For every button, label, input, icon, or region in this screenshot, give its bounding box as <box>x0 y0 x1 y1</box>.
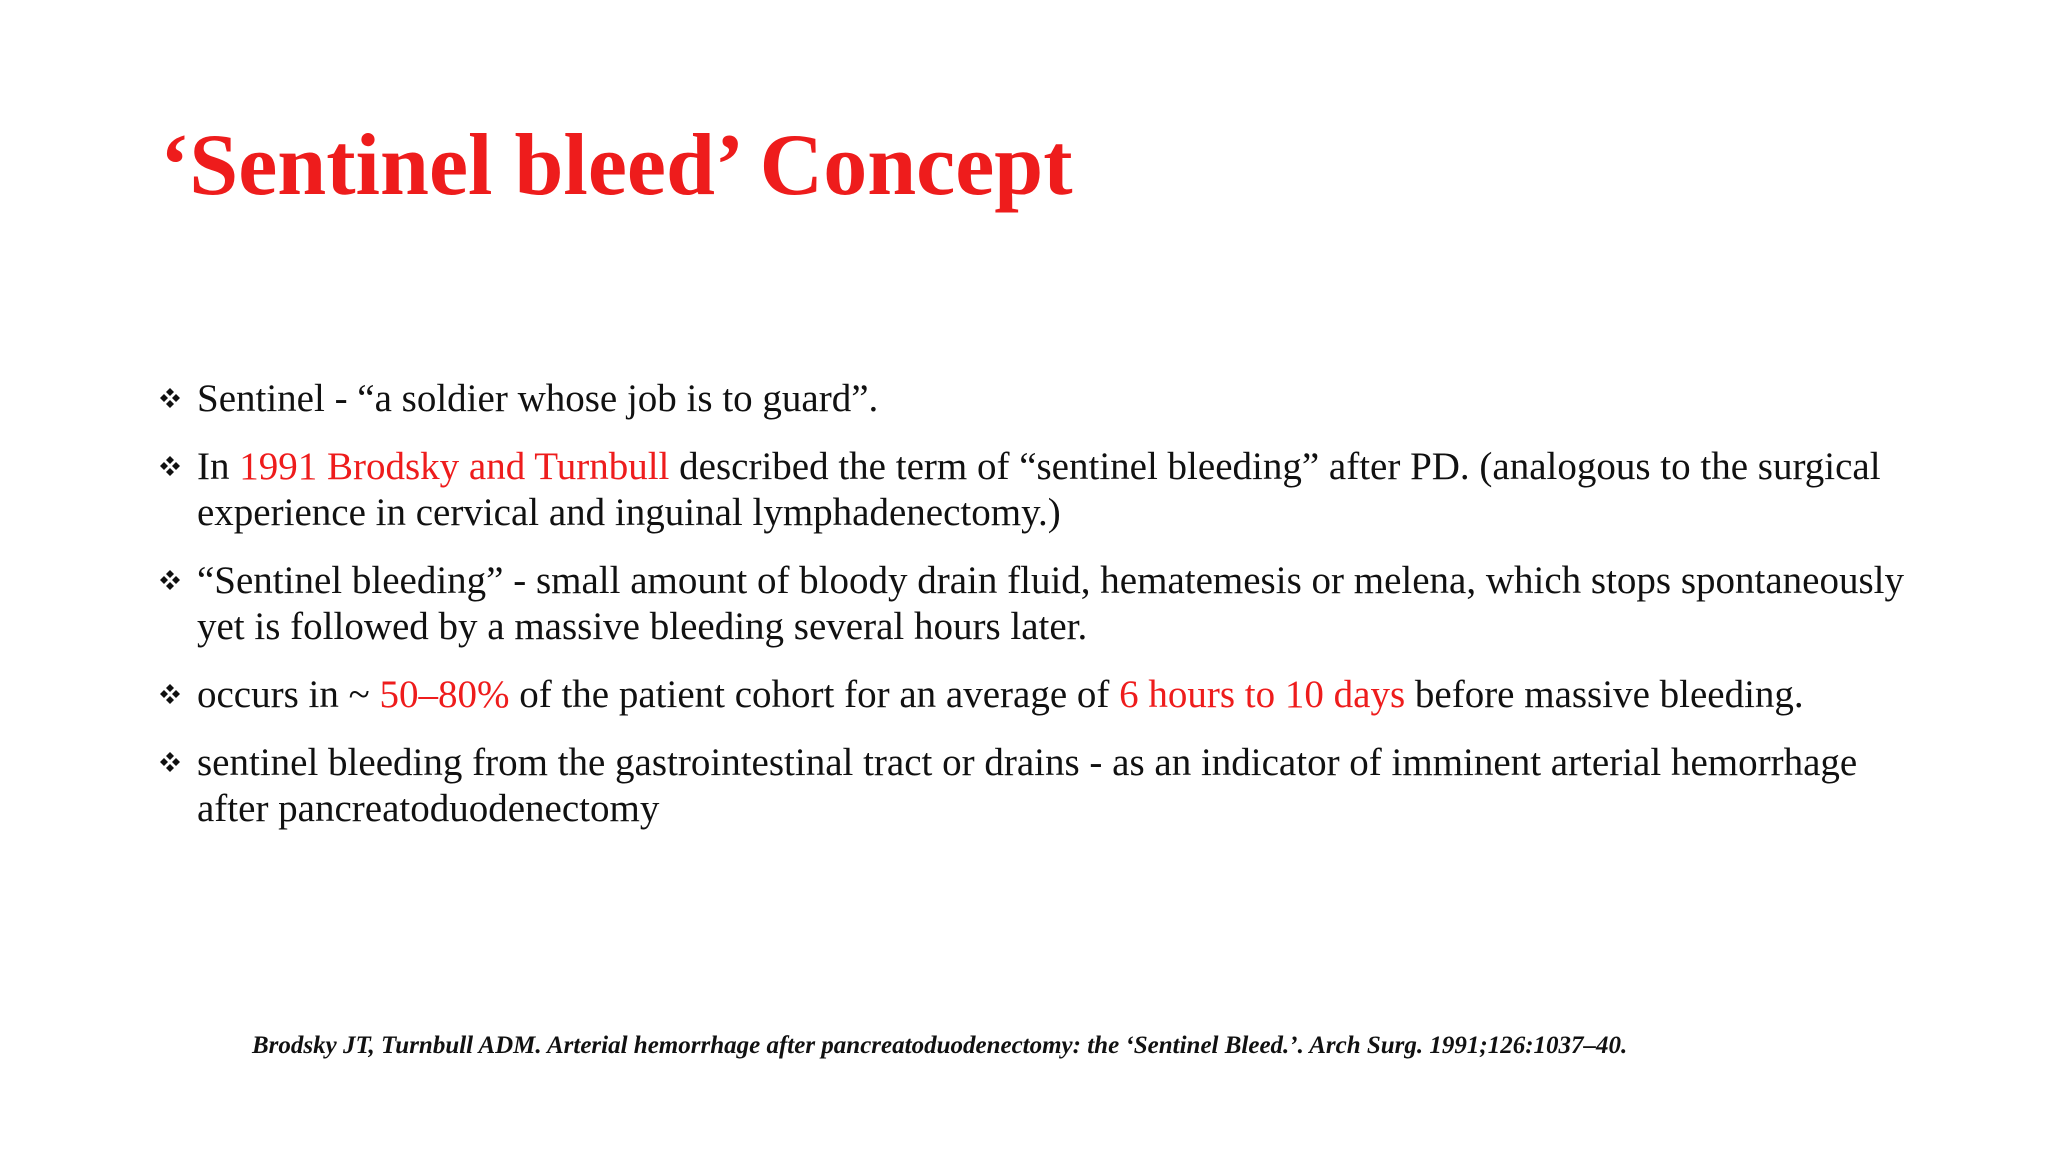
highlight-percentage: 50–80% <box>379 673 510 716</box>
bullet-text: In <box>197 445 240 488</box>
highlight-authors-year: 1991 Brodsky and Turnbull <box>239 445 670 488</box>
four-diamond-bullet-icon <box>160 456 194 480</box>
bullet-text: “Sentinel bleeding” - small amount of bloody drain fluid, hematemesis or melena, which stops spontaneously yet is followed by a massive bleeding several hours later. <box>197 559 1904 648</box>
highlight-time-range: 6 hours to 10 days <box>1119 673 1406 716</box>
four-diamond-bullet-icon <box>160 570 194 594</box>
bullet-text: of the patient cohort for an average of <box>509 673 1120 716</box>
bullet-text: described the term of “sentinel bleeding” after PD. (analogous to the surgical experience in cervical and inguinal lymphadenectomy.) <box>197 445 1881 534</box>
bullet-text: sentinel bleeding from the gastrointestinal tract or drains - as an indicator of imminent arterial hemorrhage after pancreatoduodenectomy <box>197 741 1858 830</box>
bullet-item-4 <box>160 672 1920 718</box>
bullet-text: occurs in ~ <box>197 673 380 716</box>
four-diamond-bullet-icon <box>160 752 194 776</box>
bullet-item-2 <box>160 444 1920 536</box>
bullet-text: before massive bleeding. <box>1405 673 1804 716</box>
bullet-item-5 <box>160 740 1920 832</box>
four-diamond-bullet-icon <box>160 684 194 708</box>
bullet-list <box>160 376 1920 854</box>
reference-citation: Brodsky JT, Turnbull ADM. Arterial hemorrhage after pancreatoduodenectomy: the ‘Sentinel Bleed.’. Arch Surg. 1991;126:1037–40. <box>252 1032 1628 1059</box>
slide-title: ‘Sentinel bleed’ Concept <box>160 117 1073 214</box>
four-diamond-bullet-icon <box>160 388 194 412</box>
bullet-item-3 <box>160 558 1920 650</box>
bullet-text: Sentinel - “a soldier whose job is to guard”. <box>197 377 879 420</box>
bullet-item-1 <box>160 376 1920 422</box>
